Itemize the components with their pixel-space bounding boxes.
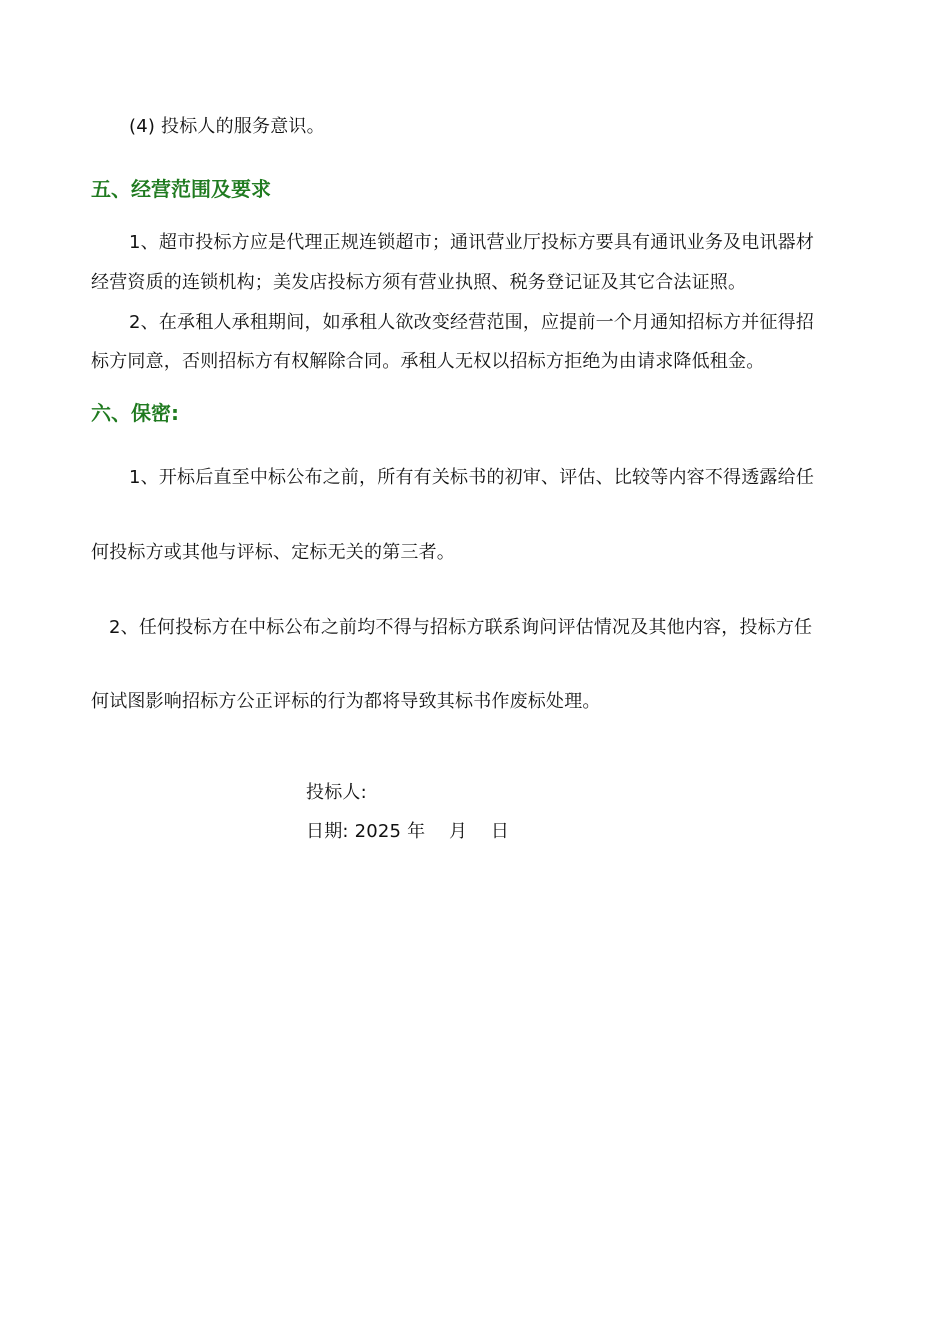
section-5-heading: 五、经营范围及要求 bbox=[91, 177, 271, 201]
section-6-paragraph-1-line-1: 1、开标后直至中标公布之前，所有有关标书的初审、评估、比较等内容不得透露给任 bbox=[129, 467, 815, 488]
section-6-paragraph-1-line-2: 何投标方或其他与评标、定标无关的第三者。 bbox=[91, 542, 455, 563]
section-6-paragraph-2-line-2: 何试图影响招标方公正评标的行为都将导致其标书作废标处理。 bbox=[91, 691, 601, 712]
section-5-paragraph-1-line-1: 1、超市投标方应是代理正规连锁超市；通讯营业厅投标方要具有通讯业务及电讯器材 bbox=[129, 232, 815, 253]
section-5-paragraph-1-line-2: 经营资质的连锁机构；美发店投标方须有营业执照、税务登记证及其它合法证照。 bbox=[91, 272, 747, 293]
bidder-signature-label: 投标人: bbox=[306, 782, 367, 803]
item-4-text: (4) 投标人的服务意识。 bbox=[129, 116, 325, 137]
section-5-paragraph-2-line-1: 2、在承租人承租期间，如承租人欲改变经营范围，应提前一个月通知招标方并征得招 bbox=[129, 312, 815, 333]
section-5-paragraph-2-line-2: 标方同意，否则招标方有权解除合同。承租人无权以招标方拒绝为由请求降低租金。 bbox=[91, 351, 765, 372]
section-6-paragraph-2-line-1: 2、任何投标方在中标公布之前均不得与招标方联系询问评估情况及其他内容，投标方任 bbox=[109, 617, 813, 638]
section-6-heading: 六、保密: bbox=[91, 401, 179, 425]
signature-date-line: 日期: 2025 年 月 日 bbox=[306, 821, 510, 842]
